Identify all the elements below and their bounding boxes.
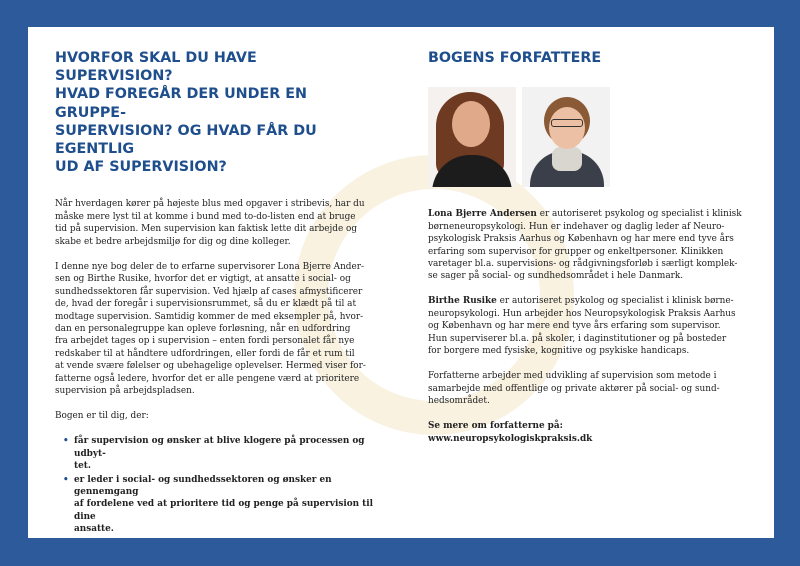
more-info xyxy=(428,420,748,445)
book-description-paragraph: I denne nye bog deler de to erfarne supervisorer Lona Bjerre Ander- sen og Birthe Rusike, hvorfor det er vigtigt, at ansatte i social- og sundhedssektoren får supervision. Ved hjælp af cases afmystificerer de, hvad der foregår i supervisionsrummet, så du er klædt på til at modtage supervision. Samtidig kommer de med eksempler på, hvor- dan en personalegruppe kan opleve forløsning, når en udfordring fra arbejdet tages op i supervision – enten fordi personalet får nye redskaber til at håndtere udfordringen, eller fordi de får et rum til at vende svære følelser og ubehagelige oplevelser. Hermed viser for- fatterne også ledere, hvorfor det er alle pengene værd at prioritere supervision på arbejdspladsen. xyxy=(55,261,366,397)
website-link[interactable]: www.neuropsykologiskpraksis.dk xyxy=(428,433,593,444)
author2-bio: Birthe Rusike er autoriseret psykolog og specialist i klinisk børne- neuropsykologi. Hun arbejder hos Neuropsykologisk Praksis Aarhus og København og har mere end tyve års erfaring som supervisor. Hun superviserer bl.a. på skoler, i daginstitutioner og på bosteder for borgere med fysiske, kognitive og psykiske handicaps. xyxy=(428,296,736,357)
intro-paragraph: Når hverdagen kører på højeste blus med opgaver i stribevis, har du måske mere lyst til at komme i bund med to-do-listen end at bruge tid på supervision. Men supervision kan faktisk lette dit arbejde og skabe et bedre arbejdsmiljø for dig og dine kolleger. xyxy=(55,199,365,247)
left-heading: HVORFOR SKAL DU HAVE SUPERVISION? HVAD FOREGÅR DER UNDER EN GRUPPE- SUPERVISION? OG HVAD FÅR DU EGENTLIG UD AF SUPERVISION? xyxy=(55,50,317,176)
author1-bio: Lona Bjerre Andersen er autoriseret psykolog og specialist i klinisk børneneuropsykologi. Hun er indehaver og daglig leder af Neuro- psykologisk Praksis Aarhus og København og har mere end tyve års erfaring som supervisor for grupper og enkeltpersoner. Klinikken varetager bl.a. supervisions- og rådgivningsforløb i særligt komplek- se sager på social- og sundhedsområdet i hele Danmark. xyxy=(428,209,742,282)
audience-list xyxy=(55,435,375,536)
author-photo-lona xyxy=(428,87,516,187)
closing-paragraph: Forfatterne arbejder med udvikling af supervision som metode i samarbejde med offentlige og private aktører på social- og sund- hedsområdet. xyxy=(428,371,720,407)
right-column xyxy=(428,49,748,457)
author2-name: Birthe Rusike xyxy=(428,296,497,307)
author1-name: Lona Bjerre Andersen xyxy=(428,209,537,220)
author-photos xyxy=(428,87,748,187)
authors-heading: BOGENS FORFATTERE xyxy=(428,50,602,66)
page xyxy=(28,27,774,538)
list-item: • får supervision og ønsker at blive klogere på processen og udbyt- tet. xyxy=(63,435,375,472)
more-label: Se mere om forfatterne på: xyxy=(428,421,563,432)
list-item: • er leder i social- og sundhedssektoren og ønsker en gennemgang af fordelene ved at prioritere tid og penge på supervision til dine ansatte. xyxy=(63,474,375,536)
author-photo-birthe xyxy=(522,87,610,187)
left-column xyxy=(55,49,375,537)
audience-intro: Bogen er til dig, der: xyxy=(55,411,149,422)
